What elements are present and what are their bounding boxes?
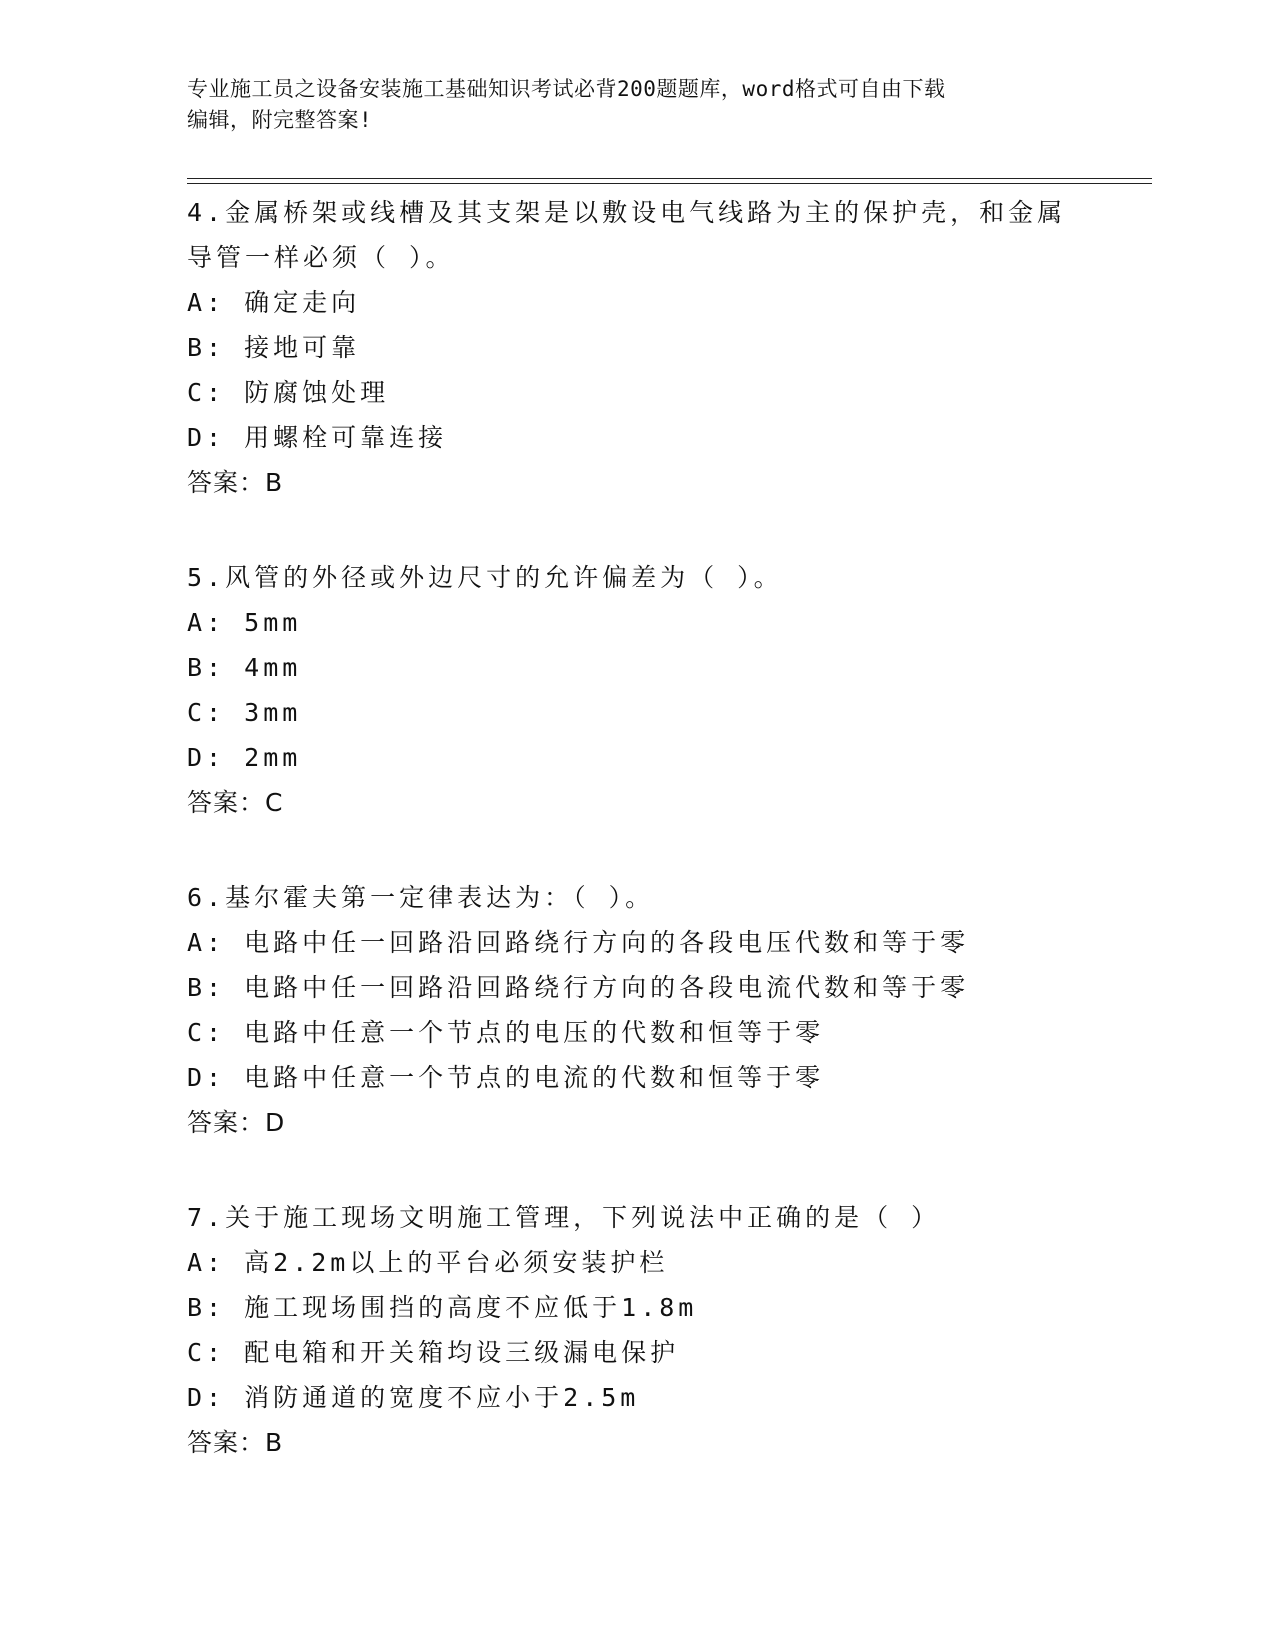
question-stem-continued: 导管一样必须（ ）。 [187,243,455,272]
header-line-2: 编辑，附完整答案! [187,108,373,132]
answer-line: 答案：C [187,788,284,817]
option-a: A: 高2.2m以上的平台必须安装护栏 [187,1248,669,1277]
option-a: A: 确定走向 [187,288,361,317]
option-c: C: 电路中任意一个节点的电压的代数和恒等于零 [187,1018,825,1047]
option-d: D: 电路中任意一个节点的电流的代数和恒等于零 [187,1063,825,1092]
answer-line: 答案：D [187,1108,286,1137]
question-5 [187,555,1087,825]
option-c: C: 配电箱和开关箱均设三级漏电保护 [187,1338,680,1367]
question-stem: 4.金属桥架或线槽及其支架是以敷设电气线路为主的保护壳，和金属 [187,198,1067,227]
header-divider-bottom [187,183,1152,184]
option-c: C: 防腐蚀处理 [187,378,390,407]
option-a: A: 电路中任一回路沿回路绕行方向的各段电压代数和等于零 [187,928,970,957]
answer-line: 答案：B [187,1428,284,1457]
option-a: A: 5mm [187,608,302,637]
option-b: B: 接地可靠 [187,333,361,362]
question-stem: 5.风管的外径或外边尺寸的允许偏差为（ ）。 [187,563,783,592]
option-d: D: 2mm [187,743,302,772]
option-b: B: 电路中任一回路沿回路绕行方向的各段电流代数和等于零 [187,973,970,1002]
option-c: C: 3mm [187,698,302,727]
question-7 [187,1195,1087,1465]
option-d: D: 用螺栓可靠连接 [187,423,448,452]
question-4 [187,190,1087,505]
question-stem: 6.基尔霍夫第一定律表达为：（ ）。 [187,883,655,912]
option-b: B: 施工现场围挡的高度不应低于1.8m [187,1293,698,1322]
header-line-1: 专业施工员之设备安装施工基础知识考试必背200题题库，word格式可自由下载 [187,77,946,101]
question-stem: 7.关于施工现场文明施工管理，下列说法中正确的是（ ） [187,1203,941,1232]
answer-line: 答案：B [187,468,284,497]
option-b: B: 4mm [187,653,302,682]
header-divider-top [187,178,1152,179]
document-header [187,74,1087,136]
option-d: D: 消防通道的宽度不应小于2.5m [187,1383,640,1412]
question-6 [187,875,1087,1145]
